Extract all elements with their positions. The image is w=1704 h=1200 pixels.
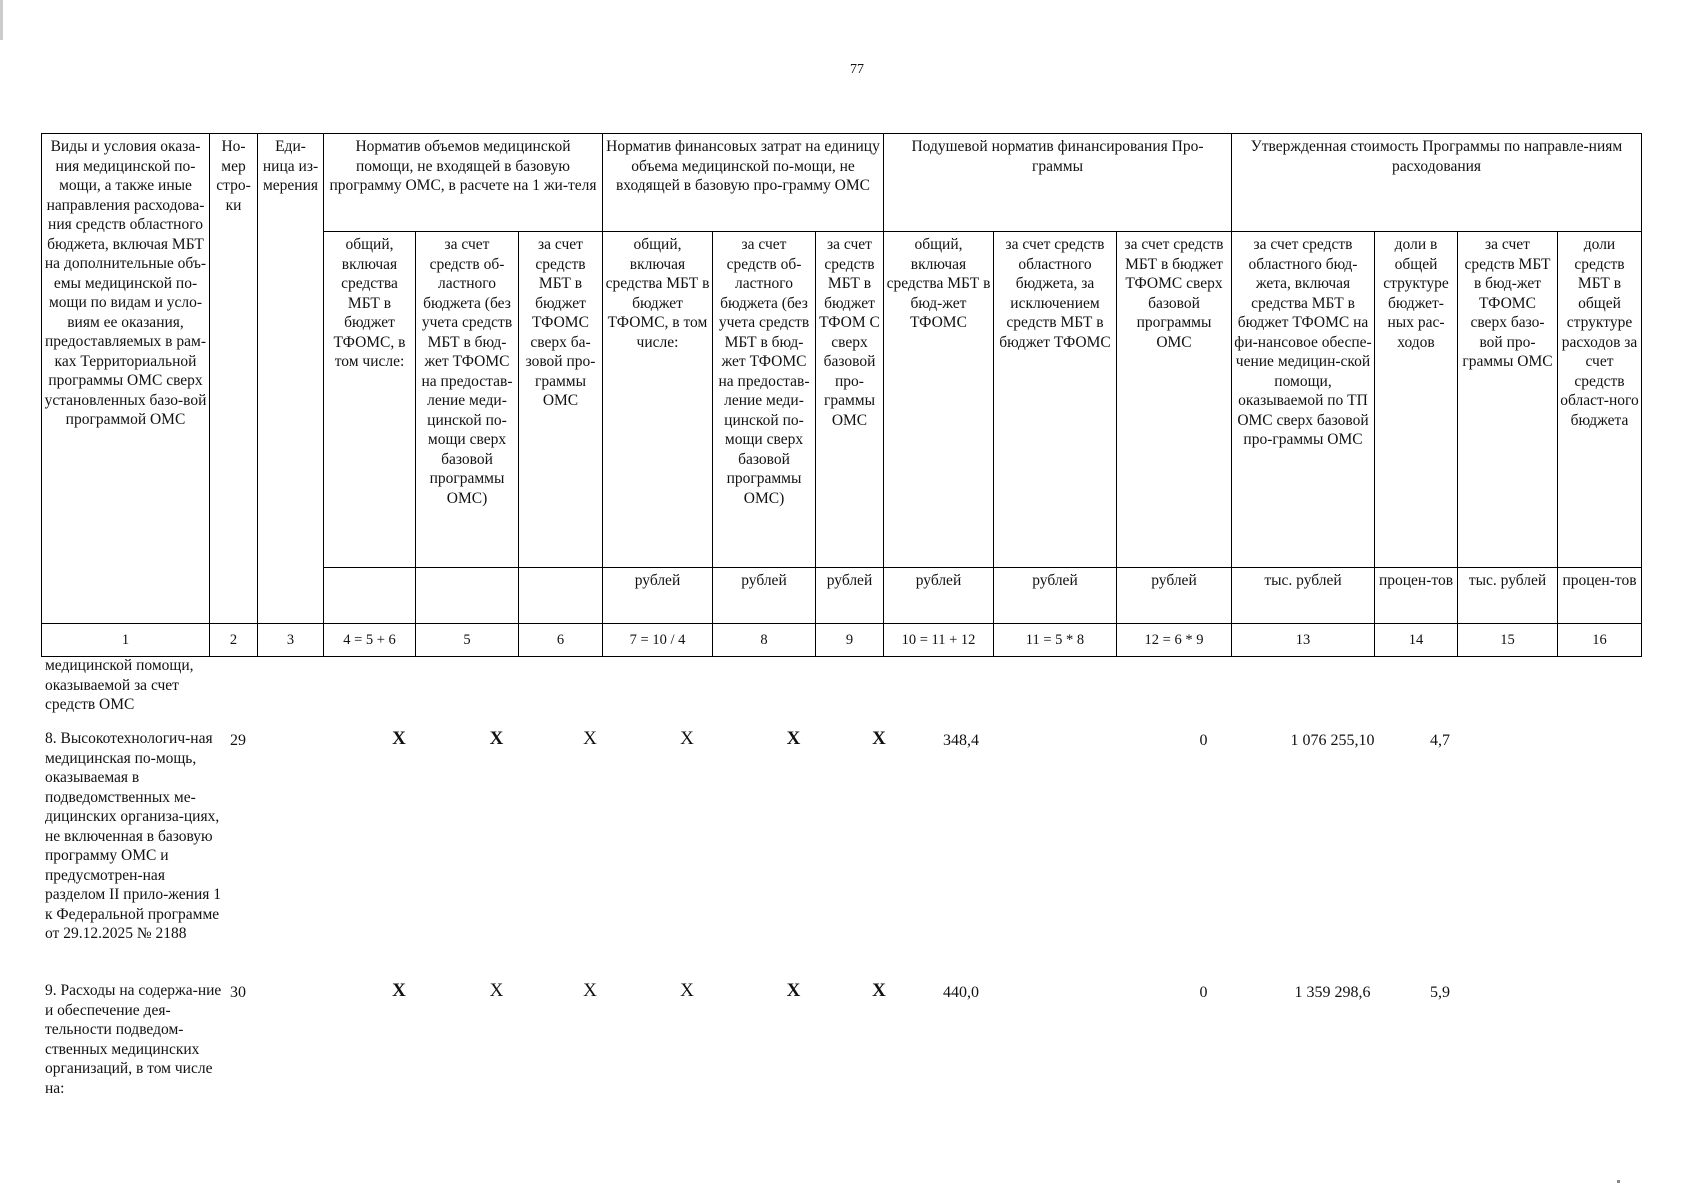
continuation-text: медицинской помощи, оказываемой за счет средств ОМС — [45, 657, 194, 713]
header-col-line-number: Но-мер стро-ки — [210, 134, 258, 624]
header-group-cost: Норматив финансовых затрат на единицу объема медицинской по-мощи, не входящей в базовую про-грамму ОМС — [603, 134, 884, 232]
column-number: 15 — [1458, 624, 1558, 657]
page-number: 77 — [850, 62, 864, 77]
header-sub-c10: общий, включая средства МБТ в бюд-жет ТФОМС — [884, 232, 994, 568]
header-sub-c7: общий, включая средства МБТ в бюджет ТФОМС, в том числе: — [603, 232, 713, 568]
header-sub-c14: доли в общей структуре бюджет-ных рас-ходов — [1375, 232, 1458, 568]
unit-cell: процен-тов — [1375, 568, 1458, 624]
header-sub-c6: за счет средств МБТ в бюджет ТФОМС сверх ба-зовой про-граммы ОМС — [519, 232, 603, 568]
unit-cell: рублей — [713, 568, 816, 624]
header-col-unit: Еди-ница из-мерения — [258, 134, 324, 624]
header-sub-c16: доли средств МБТ в общей структуре расходов за счет средств област-ного бюджета — [1558, 232, 1642, 568]
unit-cell: рублей — [603, 568, 713, 624]
scan-speck — [1617, 1180, 1620, 1183]
header-group-volume: Норматив объемов медицинской помощи, не входящей в базовую программу ОМС, в расчете на 1 жи-теля — [324, 134, 603, 232]
column-number: 2 — [210, 624, 258, 657]
unit-cell: тыс. рублей — [1458, 568, 1558, 624]
unit-cell: рублей — [884, 568, 994, 624]
column-number: 12 = 6 * 9 — [1117, 624, 1232, 657]
unit-cell — [324, 568, 416, 624]
column-number: 13 — [1232, 624, 1375, 657]
column-number: 9 — [816, 624, 884, 657]
column-number: 4 = 5 + 6 — [324, 624, 416, 657]
cell-c14: 5,9 — [1430, 984, 1450, 1001]
cell-c14: 4,7 — [1430, 732, 1450, 749]
column-number: 8 — [713, 624, 816, 657]
header-group-percapita: Подушевой норматив финансирования Про-граммы — [884, 134, 1232, 232]
cell-c7: X — [680, 980, 694, 1001]
row-label: 8. Высокотехнологич-ная медицинская по-мощь, оказываемая в подведомственных ме-дицинских организа-циях, не включенная в базовую программу ОМС и предусмотрен-ная разделом II прило-жения 1 к Федеральной программе от 29.12.2025 № 2188 — [45, 730, 222, 942]
row-label: 9. Расходы на содержа-ние и обеспечение дея-тельности подведом-ственных медицинских организаций, в том числе на: — [45, 982, 222, 1097]
unit-cell: рублей — [816, 568, 884, 624]
cell-c10: 440,0 — [943, 984, 979, 1001]
header-sub-c13: за счет средств областного бюд-жета, включая средства МБТ в бюджет ТФОМС на фи-нансовое обеспе-чение медицин-ской помощи, оказываемой по ТП ОМС сверх базовой про-граммы ОМС — [1232, 232, 1375, 568]
cell-c4: X — [392, 728, 406, 749]
column-number: 10 = 11 + 12 — [884, 624, 994, 657]
header-col-kinds: Виды и условия оказа-ния медицинской по-мощи, а также иные направления расходова-ния средств областного бюджета, включая МБТ на дополнительные объ-емы медицинской по-мощи по видам и усло-виям ее оказания, предоставляемых в рам-ках Территориальной программы ОМС сверх установленных базо-вой программой ОМС — [42, 134, 210, 624]
cell-c12: 0 — [1199, 732, 1208, 749]
column-number: 14 — [1375, 624, 1458, 657]
unit-cell: рублей — [994, 568, 1117, 624]
column-number: 5 — [416, 624, 519, 657]
header-sub-c5: за счет средств об-ластного бюджета (без учета средств МБТ в бюд-жет ТФОМС на предостав-ление меди-цинской по-мощи сверх базовой программы ОМС) — [416, 232, 519, 568]
header-sub-c15: за счет средств МБТ в бюд-жет ТФОМС сверх базо-вой про-граммы ОМС — [1458, 232, 1558, 568]
cell-c7: X — [680, 728, 694, 749]
cell-c5: X — [489, 980, 504, 1001]
cell-c8: X — [786, 980, 801, 1001]
column-number: 3 — [258, 624, 324, 657]
cell-c5: X — [489, 728, 504, 749]
cell-c9: X — [872, 728, 886, 749]
cell-c13: 1 076 255,10 — [1290, 732, 1375, 749]
row-line-number: 30 — [230, 984, 246, 1001]
cell-c9: X — [872, 980, 886, 1001]
unit-cell: тыс. рублей — [1232, 568, 1375, 624]
header-sub-c8: за счет средств об-ластного бюджета (без учета средств МБТ в бюд-жет ТФОМС на предостав-ление меди-цинской по-мощи сверх базовой программы ОМС) — [713, 232, 816, 568]
cell-c6: X — [583, 980, 597, 1001]
column-number: 1 — [42, 624, 210, 657]
scan-edge — [0, 0, 3, 40]
row-line-number: 29 — [230, 732, 246, 749]
header-sub-c9: за счет средств МБТ в бюджет ТФОМ С сверх базовой про-граммы ОМС — [816, 232, 884, 568]
cell-c12: 0 — [1199, 984, 1208, 1001]
unit-cell — [519, 568, 603, 624]
cell-c13: 1 359 298,6 — [1294, 984, 1371, 1001]
unit-cell: рублей — [1117, 568, 1232, 624]
unit-cell: процен-тов — [1558, 568, 1642, 624]
column-number: 11 = 5 * 8 — [994, 624, 1117, 657]
header-sub-c11: за счет средств областного бюджета, за исключением средств МБТ в бюджет ТФОМС — [994, 232, 1117, 568]
cell-c6: X — [583, 728, 597, 749]
header-sub-c12: за счет средств МБТ в бюджет ТФОМС сверх базовой программы ОМС — [1117, 232, 1232, 568]
cell-c10: 348,4 — [943, 732, 979, 749]
header-table — [41, 133, 1642, 657]
unit-cell — [416, 568, 519, 624]
column-number: 16 — [1558, 624, 1642, 657]
column-number: 6 — [519, 624, 603, 657]
header-group-approved: Утвержденная стоимость Программы по направле-ниям расходования — [1232, 134, 1642, 232]
cell-c8: X — [786, 728, 801, 749]
cell-c4: X — [392, 980, 406, 1001]
column-number: 7 = 10 / 4 — [603, 624, 713, 657]
header-sub-c4: общий, включая средства МБТ в бюджет ТФОМС, в том числе: — [324, 232, 416, 568]
